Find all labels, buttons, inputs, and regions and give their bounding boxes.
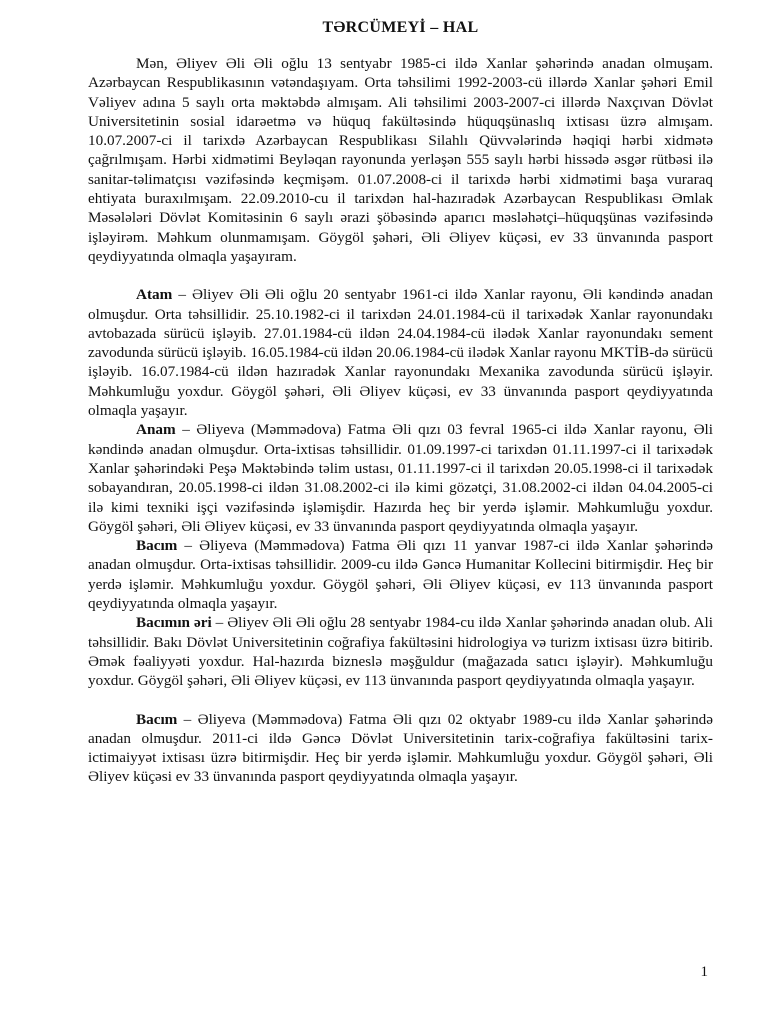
mother-label: Anam [136, 421, 176, 439]
brother-in-law-text: – Əliyev Əli Əli oğlu 28 sentyabr 1984-cu ildə Xanlar şəhərində anadan olub. Ali təhsillidir. Bakı Dövlət Universitetinin coğrafiya fakültəsini hidrologiya və turizm ixtisası üzrə bitirib. Əmək fəaliyyəti yoxdur. Hal-hazırda bizneslə məşğuldur (mağazada satıcı işləyir). Məhkumluğu yoxdur. Göygöl şəhəri, Əli Əliyev küçəsi, ev 113 ünvanında pasport qeydiyyatında olmaqla yaşayır. [88, 614, 713, 690]
father-text: – Əliyev Əli Əli oğlu 20 sentyabr 1961-ci ildə Xanlar rayonu, Əli kəndində anadan olmuşdur. Orta təhsillidir. 25.10.1982-ci il tarixdən 24.01.1984-cü il tarixədək Xanlar rayonundakı avtobazada sürücü işləyib. 27.01.1984-cü ildən 24.04.1984-cü ilədək Xanlar rayonundakı sement zavodunda sürücü işləyib. 16.05.1984-cü ildən 20.06.1984-cü ilədək Xanlar rayonu MKTİB-də sürücü işləyib. 16.07.1984-cü ildən hazıradək Xanlar rayonundakı Mexanika zavodunda sürücü işləyir. Məhkumluğu yoxdur. Göygöl şəhəri, Əli Əliyev küçəsi, ev 33 ünvanında pasport qeydiyyatında olmaqla yaşayır. [88, 286, 713, 420]
intro-paragraph: Mən, Əliyev Əli Əli oğlu 13 sentyabr 1985-ci ildə Xanlar şəhərində anadan olmuşam. Azərbaycan Respublikasının vətəndaşıyam. Orta təhsilimi 1992-2003-cü illərdə Xanlar şəhəri Emil Vəliyev adına 5 saylı orta məktəbdə almışam. Ali təhsilimi 2003-2007-ci illərdə Naxçıvan Dövlət Universitetinin sosial idarəetmə və hüquq fakültəsində hüquqşünaslıq ixtisası üzrə almışam. 10.07.2007-ci il tarixdə Azərbaycan Respublikası Silahlı Qüvvələrində həqiqi hərbi xidmətə çağrılmışam. Hərbi xidmətimi Beyləqan rayonunda yerləşən 555 saylı hərbi hissədə əsgər rütbəsi ilə sanitar-təlimatçısı vəzifəsində keçmişəm. 01.07.2008-ci il tarixdə hərbi xidmətimi başa vuraraq ehtiyata buraxılmışam. 22.09.2010-cu il tarixdən hal-hazıradək Azərbaycan Respublikası Əmlak Məsələləri Dövlət Komitəsinin 6 saylı ərazi şöbəsində aparıcı məsləhətçi–hüquqşünas vəzifəsində işləyirəm. Məhkum olunmamışam. Göygöl şəhəri, Əli Əliyev küçəsi, ev 33 ünvanında pasport qeydiyyatında olmaqla yaşayıram. [88, 55, 713, 265]
sister-paragraph-2 [88, 710, 713, 787]
sister-label-2: Bacım [136, 710, 178, 728]
sister-text-1: – Əliyeva (Məmmədova) Fatma Əli qızı 11 yanvar 1987-ci ildə Xanlar şəhərində anadan olmuşdur. Orta-ixtisas təhsillidir. 2009-cu ildə Gəncə Humanitar Kollecini bitirmişdir. Heç bir yerdə işləmir. Məhkumluğu yoxdur. Göygöl şəhəri, Əli Əliyev küçəsi, ev 113 ünvanında pasport qeydiyyatında olmaqla yaşayır. [88, 537, 713, 613]
sister-text-2: – Əliyeva (Məmmədova) Fatma Əli qızı 02 oktyabr 1989-cu ildə Xanlar şəhərində anadan olmuşdur. 2011-ci ildə Gəncə Dövlət Universitetinin tarix-coğrafiya fakültəsini tarix-ictimaiyyət ixtisası üzrə bitirmişdir. Heç bir yerdə işləmir. Məhkumluğu yoxdur. Göygöl şəhəri, Əli Əliyev küçəsi ev 33 ünvanında pasport qeydiyyatında olmaqla yaşayır. [88, 710, 713, 786]
father-paragraph [88, 285, 713, 420]
page-number: 1 [700, 964, 708, 980]
mother-paragraph [88, 420, 713, 536]
document-page [88, 18, 713, 787]
sister-paragraph-1 [88, 536, 713, 613]
mother-text: – Əliyeva (Məmmədova) Fatma Əli qızı 03 fevral 1965-ci ildə Xanlar rayonu, Əli kəndində anadan olmuşdur. Orta-ixtisas təhsillidir. 01.09.1997-ci tarixdən 01.11.1997-ci il tarixədək Xanlar şəhərindəki Peşə Məktəbində təlim ustası, 01.11.1997-ci il tarixdən 20.05.1998-ci il tarixədək sobayandıran, 20.05.1998-ci ildən 31.08.2002-ci ilə kimi gözətçi, 31.08.2002-ci ildən 04.04.2005-ci ilə kimi texniki işçi vəzifəsində işləmişdir. Hazırda heç bir yerdə işləmir. Məhkumluğu yoxdur. Göygöl şəhəri, Əli Əliyev küçəsi, ev 33 ünvanında pasport qeydiyyatında olmaqla yaşayır. [88, 421, 713, 535]
sister-label-1: Bacım [136, 537, 178, 555]
brother-in-law-label: Bacımın əri [136, 614, 212, 632]
father-label: Atam [136, 286, 173, 304]
document-title: TƏRCÜMEYİ – HAL [322, 19, 479, 36]
brother-in-law-paragraph [88, 613, 713, 690]
